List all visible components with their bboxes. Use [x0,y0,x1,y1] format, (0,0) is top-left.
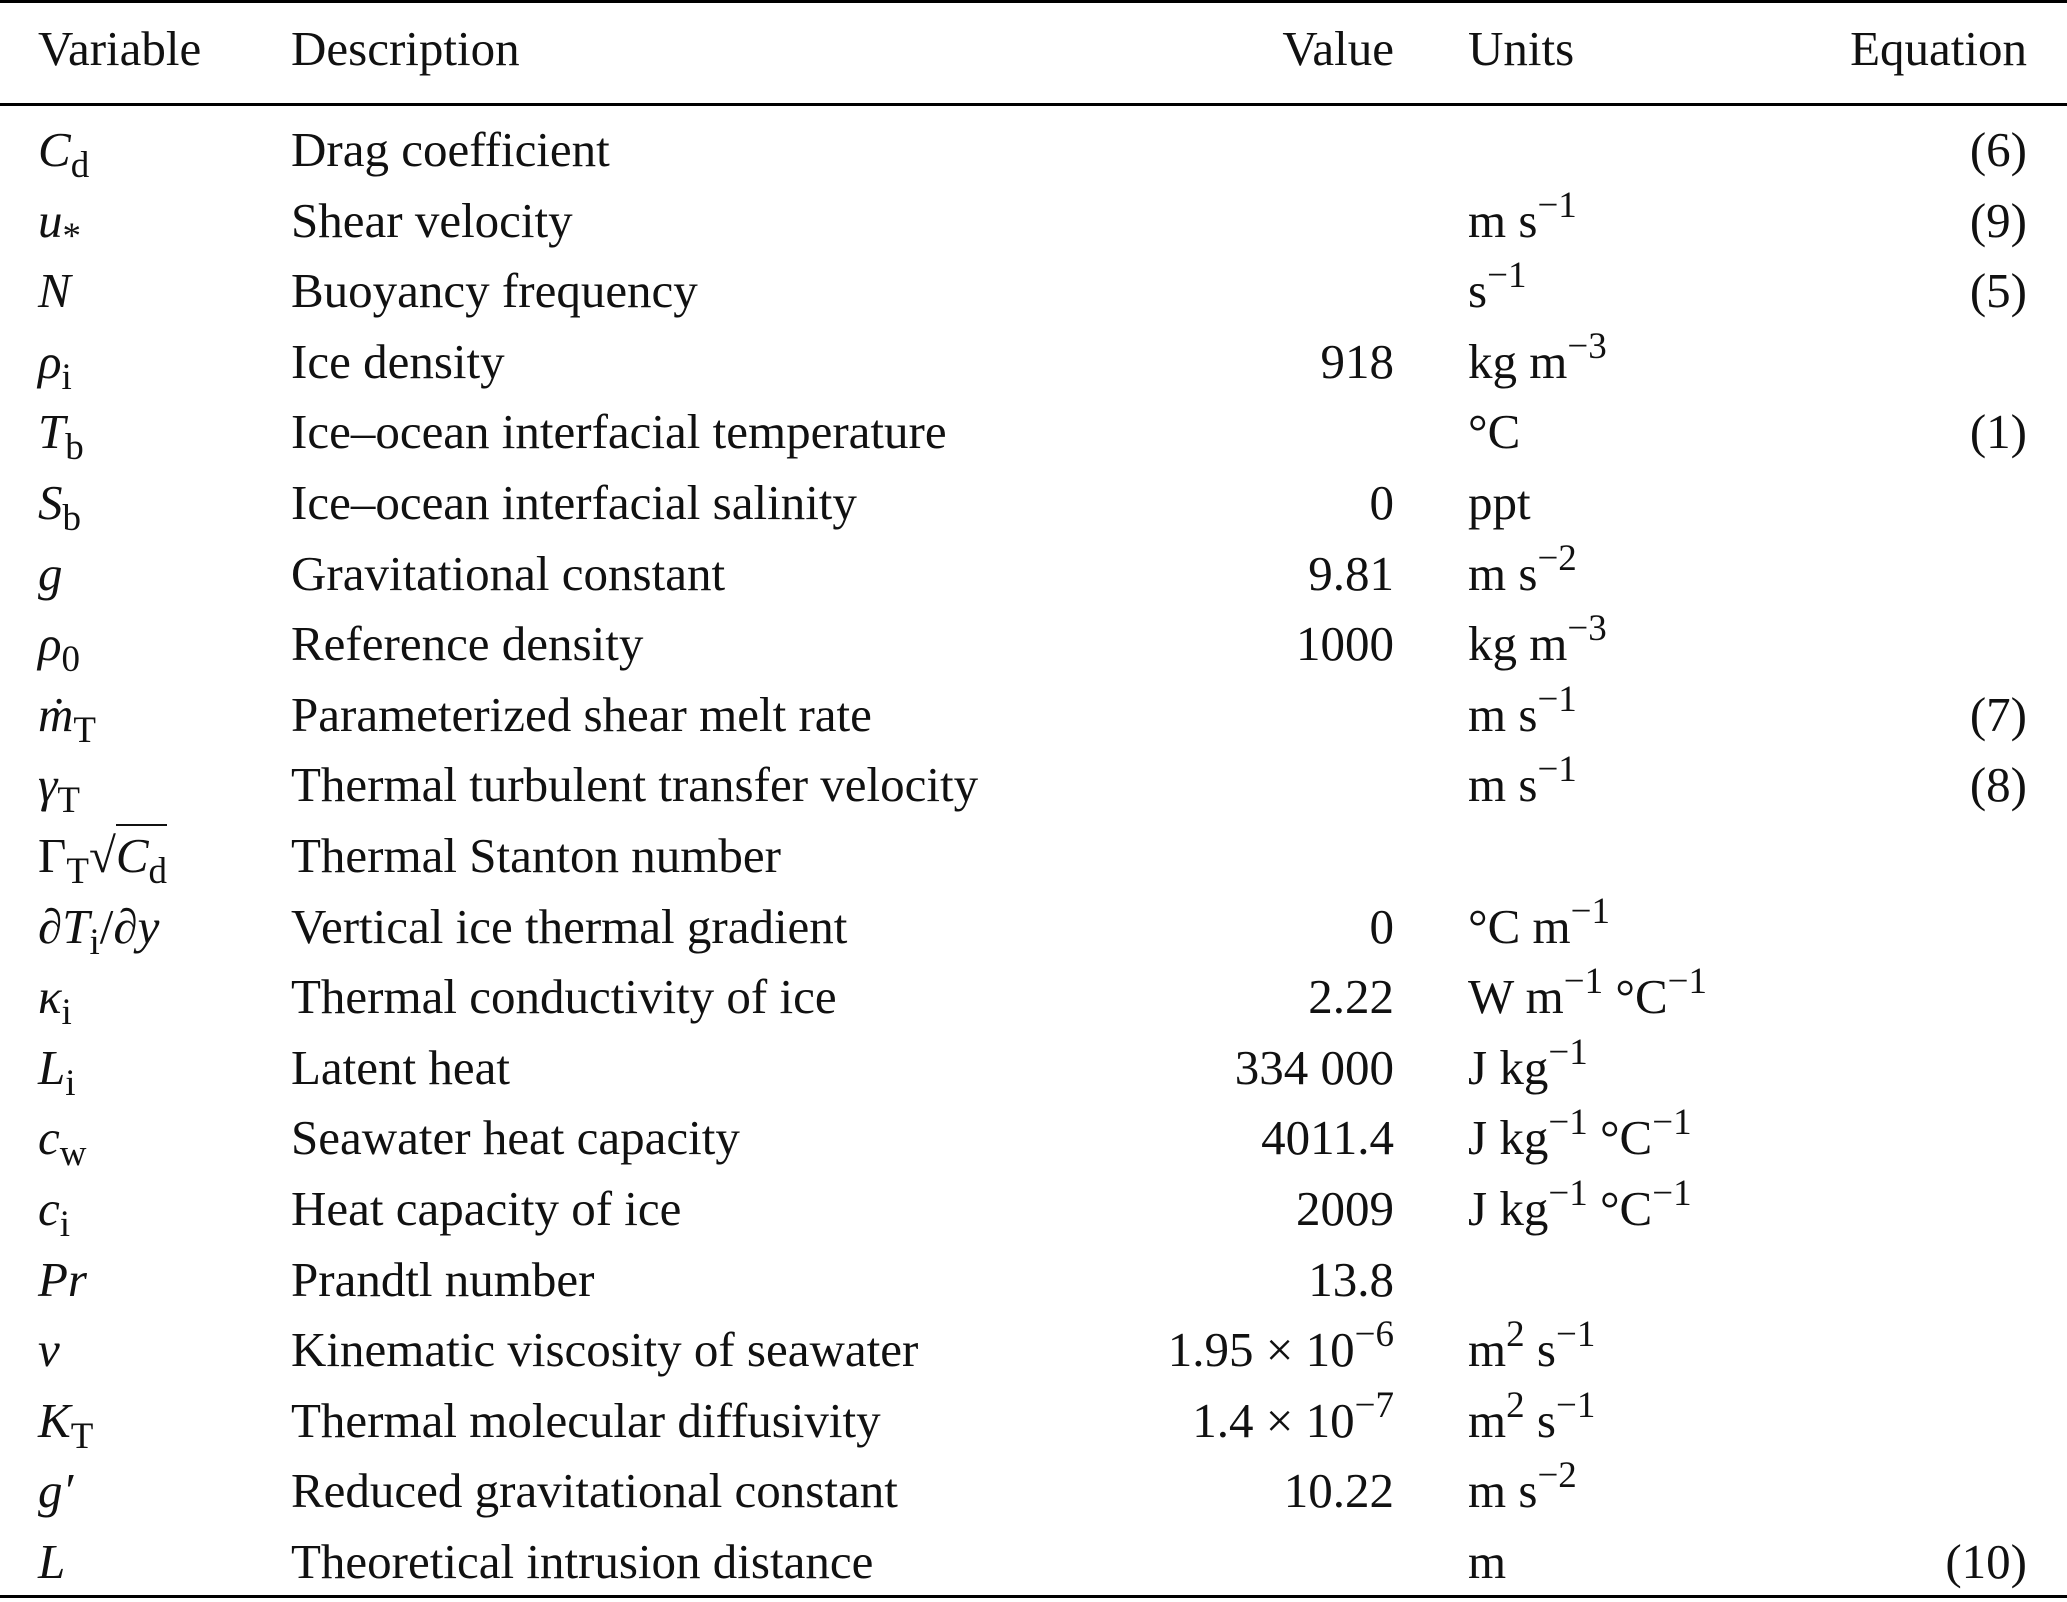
row-value: $1.4 \times 10^{-7}$ [1192,1385,1394,1448]
row-variable: $K_T$ [38,1393,94,1457]
row-value: 2.22 [1308,969,1394,1024]
row-units: m $s^{-1}$ [1468,749,1577,812]
row-description: Thermal molecular diffusivity [291,1393,881,1448]
row-equation: (1) [1969,404,2027,459]
row-units: kg $m^{-3}$ [1468,326,1607,389]
row-variable: $\partial T_i/\partial y$ [38,899,160,963]
row-equation: (8) [1969,757,2027,812]
row-value: 9.81 [1308,546,1394,601]
row-value: 13.8 [1308,1252,1394,1307]
row-variable: $T_b$ [38,404,84,468]
row-description: Drag coefficient [291,122,610,177]
row-variable: L [38,1534,66,1589]
row-variable: $\kappa_i$ [38,969,72,1033]
row-value: 334 000 [1234,1040,1394,1095]
row-variable: $c_w$ [38,1110,87,1174]
row-units: $m^2$ $s^{-1}$ [1468,1385,1596,1448]
row-units: m [1468,1534,1507,1589]
row-description: Reduced gravitational constant [291,1463,898,1518]
row-variable: $u_*$ [38,193,81,257]
table-header-rule [0,103,2067,106]
row-units: W $m^{-1}$ $^\circ C^{-1}$ [1468,961,1708,1024]
row-equation: (5) [1969,263,2027,318]
row-units: J $kg^{-1}$ $^\circ C^{-1}$ [1468,1102,1692,1165]
row-variable: $L_i$ [38,1040,76,1104]
row-variable: $\gamma_T$ [38,757,80,821]
row-variable: $S_b$ [38,475,81,539]
row-variable: g [38,546,63,601]
row-description: Ice density [291,334,505,389]
table-bottom-rule [0,1595,2067,1598]
row-description: Latent heat [291,1040,511,1095]
row-description: Buoyancy frequency [291,263,698,318]
row-description: Ice–ocean interfacial temperature [291,404,947,459]
row-variable: ṁ$_T$ [38,687,96,751]
row-description: Thermal turbulent transfer velocity [291,757,979,812]
row-description: Prandtl number [291,1252,595,1307]
table-top-rule [0,0,2067,3]
row-units: °C [1468,404,1521,459]
row-units: m $s^{-2}$ [1468,538,1577,601]
row-units: m $s^{-1}$ [1468,185,1577,248]
header-units: Units [1468,21,1575,76]
row-description: Thermal Stanton number [291,828,781,883]
row-units: $m^2$ $s^{-1}$ [1468,1314,1596,1377]
row-variable: g′ [38,1463,74,1518]
row-variable: $c_i$ [38,1181,71,1245]
row-units: m $s^{-1}$ [1468,679,1577,742]
header-equation: Equation [1850,21,2027,76]
row-units: $s^{-1}$ [1468,255,1527,318]
row-variable: $C_d$ [38,122,90,186]
row-equation: (6) [1969,122,2027,177]
row-description: Shear velocity [291,193,573,248]
row-value: 10.22 [1283,1463,1394,1518]
row-variable: ν [38,1322,60,1377]
row-value: 1000 [1296,616,1394,671]
row-value: 0 [1369,899,1394,954]
row-description: Ice–ocean interfacial salinity [291,475,857,530]
row-description: Kinematic viscosity of seawater [291,1322,919,1377]
row-value: 4011.4 [1261,1110,1394,1165]
row-equation: (7) [1969,687,2027,742]
row-description: Heat capacity of ice [291,1181,682,1236]
header-variable: Variable [38,21,202,76]
header-description: Description [291,21,520,76]
row-variable: $\rho_i$ [38,334,72,398]
row-description: Seawater heat capacity [291,1110,740,1165]
header-value: Value [1282,21,1394,76]
row-description: Theoretical intrusion distance [291,1534,874,1589]
row-value: 918 [1320,334,1394,389]
row-value: 2009 [1296,1181,1394,1236]
row-description: Vertical ice thermal gradient [291,899,848,954]
row-description: Gravitational constant [291,546,726,601]
row-equation: (9) [1969,193,2027,248]
row-units: m $s^{-2}$ [1468,1455,1577,1518]
row-variable: $\Gamma_T√C_d$ [38,826,167,886]
row-units: °C $m^{-1}$ [1468,891,1611,954]
row-value: 0 [1369,475,1394,530]
row-variable: Pr [38,1252,87,1307]
row-description: Reference density [291,616,644,671]
row-description: Thermal conductivity of ice [291,969,837,1024]
row-variable: $\rho_0$ [38,616,81,680]
row-description: Parameterized shear melt rate [291,687,872,742]
row-value: $1.95 \times 10^{-6}$ [1167,1314,1394,1377]
row-variable: N [38,263,71,318]
row-equation: (10) [1945,1534,2027,1589]
row-units: J $kg^{-1}$ $^\circ C^{-1}$ [1468,1173,1692,1236]
row-units: ppt [1468,475,1531,530]
row-units: J $kg^{-1}$ [1468,1032,1588,1095]
row-units: kg $m^{-3}$ [1468,608,1607,671]
